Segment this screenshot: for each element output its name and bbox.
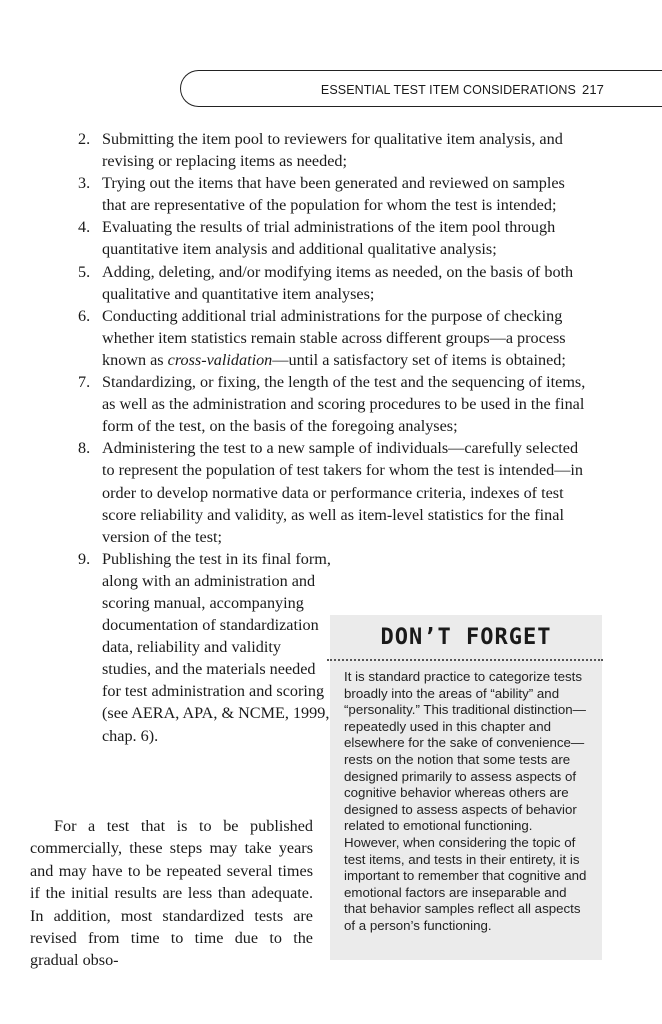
italic-term: cross-validation	[167, 350, 273, 369]
list-item-text-before: Conducting additional trial administrations for the purpose of checking whether item statistics remain stable across different groups—a process known as	[102, 306, 566, 369]
list-item	[78, 261, 588, 305]
list-item	[78, 305, 588, 371]
list-item	[78, 437, 588, 547]
list-item-text: Administering the test to a new sample of individuals—carefully selected to represent the population of test takers for whom the test is intended—in order to develop normative data or performance criteria, indexes of test score reliability and validity, as well as item-level statistics for the final version of the test;	[102, 439, 584, 546]
list-number: 3.	[78, 174, 91, 193]
list-item	[78, 371, 588, 437]
list-item	[78, 172, 588, 216]
body-paragraph: For a test that is to be published commercially, these steps may take years and may have to be repeated several times if the initial results are less than adequate. In addition, most standardized tests are revised from time to time due to the gradual obso-	[30, 817, 313, 970]
running-header	[321, 82, 604, 97]
list-number: 4.	[78, 218, 91, 237]
list-item-text-after: —until a satisfactory set of items is obtained;	[272, 350, 566, 369]
dont-forget-callout	[330, 615, 602, 960]
callout-text: It is standard practice to categorize tests broadly into the areas of “ability” and “personality.” This traditional distinction—repeatedly used in this chapter and elsewhere for the sake of convenience—rests on the notion that some tests are designed primarily to assess aspects of cognitive behavior whereas others are designed to assess aspects of behavior related to emotional functioning. However, when considering the topic of test items, and tests in their entirety, it is important to remember that cognitive and emotional factors are inseparable and that behavior samples reflect all aspects of a person’s functioning.	[344, 669, 587, 933]
list-number: 7.	[78, 373, 91, 392]
list-number: 5.	[78, 262, 91, 281]
list-number: 8.	[78, 439, 91, 458]
list-item-text: Evaluating the results of trial administrations of the item pool through quantitative item analysis and additional qualitative analysis;	[102, 218, 556, 259]
list-item-text: Standardizing, or fixing, the length of the test and the sequencing of items, as well as the administration and scoring procedures to be used in the final form of the test, on the basis of the foregoing analyses;	[102, 373, 586, 436]
list-number: 9.	[78, 549, 91, 568]
list-item	[78, 128, 588, 172]
callout-title: DON’T FORGET	[380, 625, 552, 650]
running-title: ESSENTIAL TEST ITEM CONSIDERATIONS	[320, 83, 576, 97]
list-item-text: Adding, deleting, and/or modifying items as needed, on the basis of both qualitative and quantitative item analyses;	[102, 262, 574, 303]
list-number: 2.	[78, 130, 91, 148]
list-number: 6.	[78, 306, 91, 325]
list-item	[78, 548, 332, 747]
list-item-text: Submitting the item pool to reviewers for qualitative item analysis, and revising or replacing items as needed;	[102, 130, 563, 171]
list-item	[78, 216, 588, 260]
list-item-text: Trying out the items that have been generated and reviewed on samples that are representative of the population for whom the test is intended;	[102, 174, 565, 215]
list-item-text: Publishing the test in its final form, along with an administration and scoring manual, accompanying documentation of standardization data, reliability and validity studies, and the materials needed for test administration and scoring (see AERA, APA, & NCME, 1999, chap. 6).	[102, 549, 331, 745]
page-number: 217	[582, 82, 604, 97]
